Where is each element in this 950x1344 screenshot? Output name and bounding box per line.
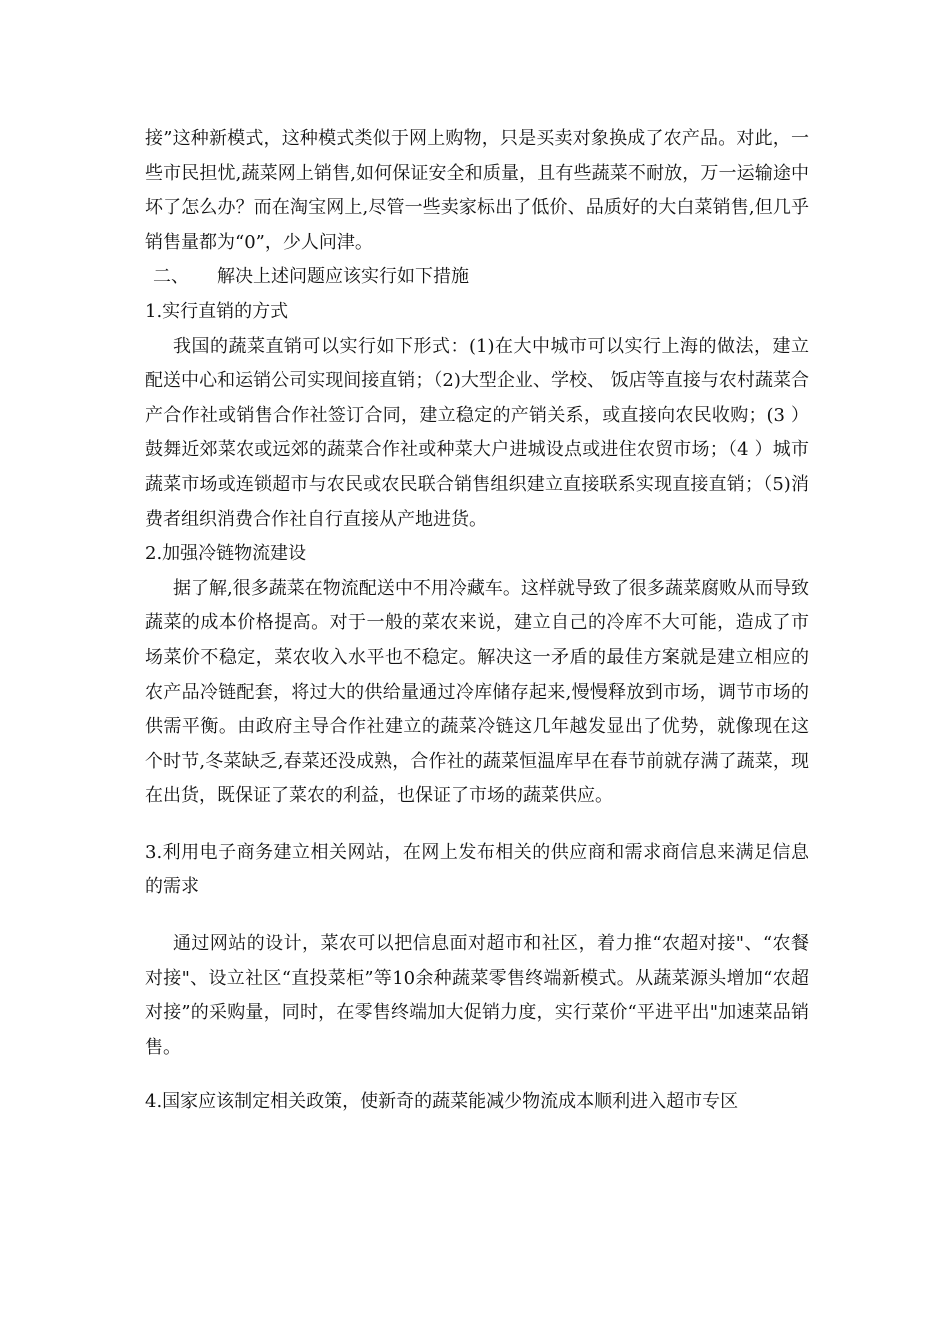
paragraph-ecommerce: 通过网站的设计，菜农可以把信息面对超市和社区，着力推“农超对接"、“农餐对接"、设立社区“直投菜柜”等10余种蔬菜零售终端新模式。从蔬菜源头增加“农超对接”的采购量，同时，在零售终端加大促销力度，实行菜价“平进平出"加速菜品销售。 bbox=[145, 933, 809, 1058]
section-title: 解决上述问题应该实行如下措施 bbox=[217, 266, 469, 288]
document-page bbox=[145, 122, 809, 1120]
section-number: 二、 bbox=[153, 266, 189, 288]
subheading-direct-sales: 1.实行直销的方式 bbox=[145, 300, 289, 322]
paragraph-cold-chain: 据了解,很多蔬菜在物流配送中不用冷藏车。这样就导致了很多蔬菜腐败从而导致蔬菜的成本价格提高。对于一般的菜农来说，建立自己的冷库不大可能，造成了市场菜价不稳定，菜农收入水平也不稳定。解决这一矛盾的最佳方案就是建立相应的农产品冷链配套，将过大的供给量通过冷库储存起来,慢慢释放到市场，调节市场的供需平衡。由政府主导合作社建立的蔬菜冷链这几年越发显出了优势，就像现在这个时节,冬菜缺乏,春菜还没成熟，合作社的蔬菜恒温库早在春节前就存满了蔬菜，现在出货，既保证了菜农的利益，也保证了市场的蔬菜供应。 bbox=[145, 577, 809, 807]
paragraph-intro-continued: 接”这种新模式，这种模式类似于网上购物，只是买卖对象换成了农产品。对此，一些市民担忧,蔬菜网上销售,如何保证安全和质量，且有些蔬菜不耐放，万一运输途中坏了怎么办？而在淘宝网上,尽管一些卖家标出了低价、品质好的大白菜销售,但几乎销售量都为“0”，少人问津。 bbox=[145, 128, 809, 253]
subheading-ecommerce: 3.利用电子商务建立相关网站，在网上发布相关的供应商和需求商信息来满足信息的需求 bbox=[145, 841, 809, 898]
paragraph-direct-sales: 我国的蔬菜直销可以实行如下形式：(1)在大中城市可以实行上海的做法，建立配送中心和运销公司实现间接直销；（2)大型企业、学校、 饭店等直接与农村蔬菜合产合作社或销售合作社签订合同，建立稳定的产销关系，或直接向农民收购；(3 ）鼓舞近郊菜农或远郊的蔬菜合作社或种菜大户进城设点或进住农贸市场；（4 ）城市蔬菜市场或连锁超市与农民或农民联合销售组织建立直接联系实现直接直销；（5)消费者组织消费合作社自行直接从产地进货。 bbox=[145, 335, 809, 530]
section-heading-two bbox=[145, 260, 809, 295]
subheading-policy: 4.国家应该制定相关政策，使新奇的蔬菜能减少物流成本顺利进入超市专区 bbox=[145, 1091, 739, 1113]
subheading-cold-chain: 2.加强冷链物流建设 bbox=[145, 543, 307, 565]
